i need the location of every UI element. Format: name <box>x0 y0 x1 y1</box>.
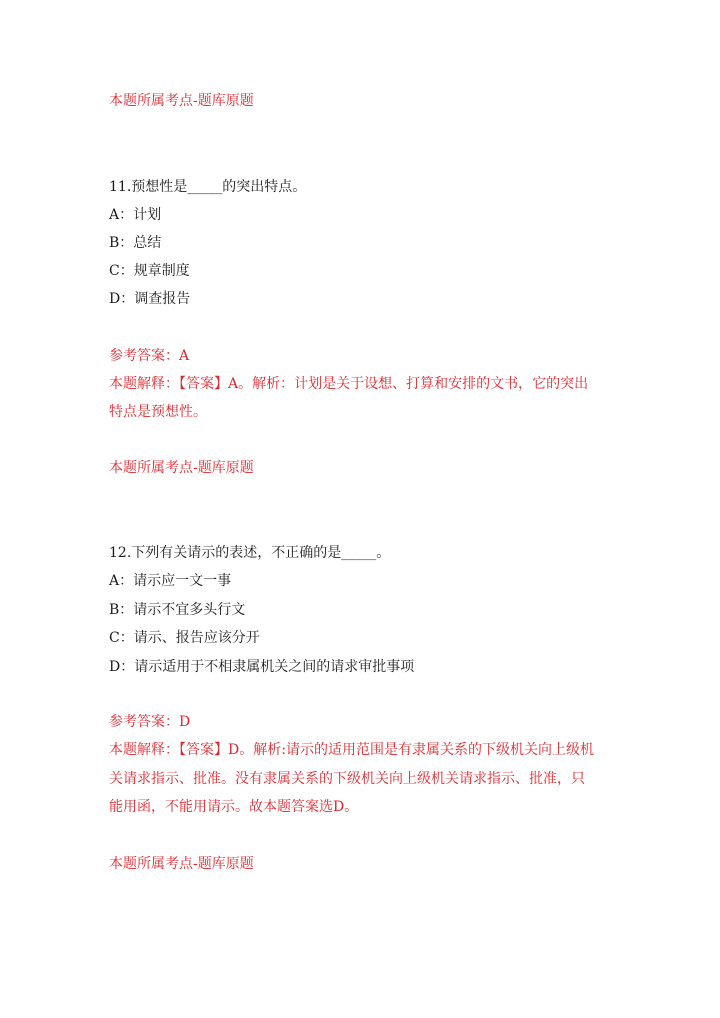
option-d: D：调查报告 <box>109 291 191 307</box>
source-note: 本题所属考点-题库原题 <box>109 93 254 109</box>
option-b: B：总结 <box>109 235 162 251</box>
option-a: A：请示应一文一事 <box>109 573 232 589</box>
option-c: C：规章制度 <box>109 263 190 279</box>
question-stem: 12.下列有关请示的表述，不正确的是_____。 <box>109 545 391 561</box>
explanation-line: 关请求指示、批准。没有隶属关系的下级机关向上级机关请求指示、批准，只 <box>109 771 585 787</box>
question-stem: 11.预想性是_____的突出特点。 <box>109 179 307 195</box>
explanation-line: 本题解释：【答案】D。解析:请示的适用范围是有隶属关系的下级机关向上级机 <box>109 742 594 758</box>
option-c: C：请示、报告应该分开 <box>109 630 260 646</box>
explanation-line: 能用函，不能用请示。故本题答案选D。 <box>109 799 359 815</box>
answer: 参考答案：A <box>109 348 190 364</box>
source-note: 本题所属考点-题库原题 <box>109 856 254 872</box>
source-note: 本题所属考点-题库原题 <box>109 460 254 476</box>
answer: 参考答案：D <box>109 714 191 730</box>
option-b: B：请示不宜多头行文 <box>109 602 246 618</box>
option-d: D：请示适用于不相隶属机关之间的请求审批事项 <box>109 659 415 675</box>
option-a: A：计划 <box>109 207 162 223</box>
explanation-line: 本题解释：【答案】A。解析：计划是关于设想、打算和安排的文书，它的突出 <box>109 376 589 392</box>
explanation-line: 特点是预想性。 <box>109 404 207 420</box>
